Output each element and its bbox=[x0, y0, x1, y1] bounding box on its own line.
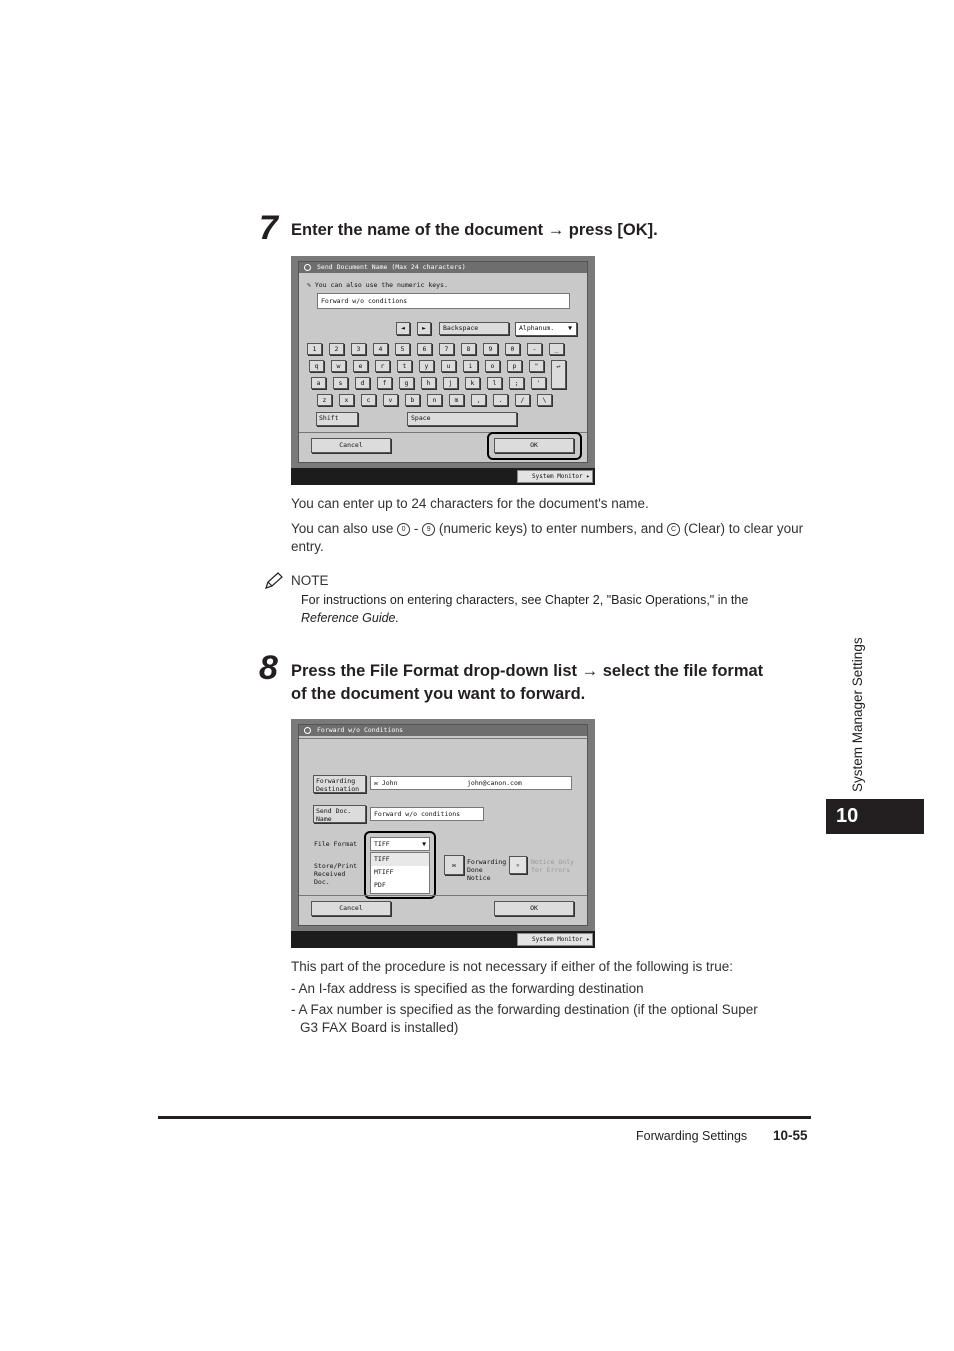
keyboard-key[interactable]: 5 bbox=[395, 343, 410, 355]
keyboard-key[interactable]: m bbox=[449, 394, 464, 406]
keyboard-key[interactable]: 7 bbox=[439, 343, 454, 355]
cancel-button[interactable]: Cancel bbox=[311, 901, 391, 916]
ok-button[interactable]: OK bbox=[494, 438, 574, 453]
store-print-label: Store/Print Received Doc. bbox=[314, 862, 358, 886]
screen-panel bbox=[298, 261, 588, 463]
keyboard-key[interactable]: i bbox=[463, 360, 478, 372]
option-tiff[interactable]: TIFF bbox=[371, 853, 429, 866]
paragraph: This part of the procedure is not necessary if either of the following is true: bbox=[291, 959, 733, 974]
step-number: 8 bbox=[259, 649, 278, 687]
file-format-label: File Format bbox=[314, 840, 358, 848]
forward-conditions-screenshot bbox=[291, 719, 595, 948]
shift-key[interactable]: Shift bbox=[316, 412, 358, 426]
keyboard-screen-screenshot bbox=[291, 256, 595, 485]
system-monitor-button[interactable]: System Monitor ▸ bbox=[517, 470, 593, 483]
option-mtiff[interactable]: MTIFF bbox=[374, 868, 394, 876]
clear-key-icon: C bbox=[667, 523, 680, 536]
keyboard-key[interactable]: g bbox=[399, 377, 414, 389]
keyboard-key[interactable]: t bbox=[397, 360, 412, 372]
key-0-icon: 0 bbox=[397, 523, 410, 536]
keyboard-key[interactable]: 3 bbox=[351, 343, 366, 355]
hint-text: ✎ You can also use the numeric keys. bbox=[307, 281, 448, 289]
space-key[interactable]: Space bbox=[407, 412, 517, 426]
footer-rule bbox=[158, 1116, 811, 1119]
pencil-icon bbox=[263, 571, 285, 591]
keyboard-key[interactable]: s bbox=[333, 377, 348, 389]
notice-only-errors-toggle[interactable]: ▪ bbox=[509, 856, 527, 874]
ok-button[interactable]: OK bbox=[494, 901, 574, 916]
keyboard-key[interactable]: 9 bbox=[483, 343, 498, 355]
chevron-down-icon: ▼ bbox=[568, 324, 572, 332]
cancel-button[interactable]: Cancel bbox=[311, 438, 391, 453]
keyboard-key[interactable]: 2 bbox=[329, 343, 344, 355]
key-9-icon: 9 bbox=[422, 523, 435, 536]
system-monitor-button[interactable]: System Monitor ▸ bbox=[517, 933, 593, 946]
bullet-item: - A Fax number is specified as the forwarding destination (if the optional Super bbox=[291, 1002, 758, 1017]
step-instruction-line1: Press the File Format drop-down list → select the file format bbox=[291, 662, 764, 680]
envelope-icon: ✉ bbox=[374, 779, 378, 787]
screen-title: Send Document Name (Max 24 characters) bbox=[299, 262, 587, 273]
keyboard-key[interactable]: " bbox=[529, 360, 544, 372]
keyboard-key[interactable]: b bbox=[405, 394, 420, 406]
input-mode-dropdown[interactable]: Alphanum. ▼ bbox=[515, 322, 577, 336]
keyboard-key[interactable]: ↵ bbox=[551, 360, 566, 389]
document-name-input[interactable]: Forward w/o conditions bbox=[317, 293, 570, 309]
keyboard-key[interactable]: a bbox=[311, 377, 326, 389]
option-pdf[interactable]: PDF bbox=[374, 881, 386, 889]
note-text: For instructions on entering characters, see Chapter 2, "Basic Operations," in the bbox=[301, 593, 749, 607]
step-instruction-line2: of the document you want to forward. bbox=[291, 685, 586, 703]
divider bbox=[299, 895, 587, 896]
notice-icon: ✉ bbox=[452, 861, 456, 869]
keyboard-key[interactable]: - bbox=[527, 343, 542, 355]
chapter-tab: 10 bbox=[826, 799, 924, 834]
document-name-field: Forward w/o conditions bbox=[370, 807, 484, 821]
step-instruction: Enter the name of the document → press [OK]. bbox=[291, 221, 658, 239]
keyboard-key[interactable]: ' bbox=[531, 377, 546, 389]
keyboard-key[interactable]: 0 bbox=[505, 343, 520, 355]
keyboard-key[interactable]: y bbox=[419, 360, 434, 372]
keyboard-key[interactable]: w bbox=[331, 360, 346, 372]
file-format-dropdown[interactable]: TIFF ▼ bbox=[370, 837, 430, 851]
keyboard-key[interactable]: l bbox=[487, 377, 502, 389]
keyboard-key[interactable]: e bbox=[353, 360, 368, 372]
keyboard-key[interactable]: _ bbox=[549, 343, 564, 355]
status-bar bbox=[291, 931, 595, 948]
keyboard-key[interactable]: 4 bbox=[373, 343, 388, 355]
keyboard-key[interactable]: , bbox=[471, 394, 486, 406]
notice-only-errors-label: Notice Only for Errors bbox=[531, 858, 575, 874]
keyboard-key[interactable]: 1 bbox=[307, 343, 322, 355]
keyboard-key[interactable]: u bbox=[441, 360, 456, 372]
keyboard-key[interactable]: j bbox=[443, 377, 458, 389]
side-section-label: System Manager Settings bbox=[850, 637, 865, 792]
keyboard-key[interactable]: 8 bbox=[461, 343, 476, 355]
send-doc-name-button[interactable]: Send Doc. Name bbox=[313, 805, 366, 823]
keyboard-key[interactable]: c bbox=[361, 394, 376, 406]
footer-section: Forwarding Settings bbox=[636, 1129, 748, 1143]
keyboard-key[interactable]: q bbox=[309, 360, 324, 372]
keyboard-key[interactable]: z bbox=[317, 394, 332, 406]
forwarding-done-notice-label: Forwarding Done Notice bbox=[467, 858, 507, 882]
keyboard-key[interactable]: o bbox=[485, 360, 500, 372]
step-number: 7 bbox=[259, 209, 278, 247]
screen-panel bbox=[298, 724, 588, 926]
keyboard-key[interactable]: x bbox=[339, 394, 354, 406]
divider bbox=[299, 738, 587, 739]
note-reference: Reference Guide. bbox=[301, 611, 399, 625]
backspace-button[interactable]: Backspace bbox=[439, 322, 509, 335]
keyboard-key[interactable]: ; bbox=[509, 377, 524, 389]
paragraph-numeric-keys: You can also use 0 - 9 (numeric keys) to enter numbers, and C (Clear) to clear your entry. bbox=[291, 521, 804, 554]
keyboard-key[interactable]: v bbox=[383, 394, 398, 406]
paragraph: You can enter up to 24 characters for the document's name. bbox=[291, 496, 649, 511]
keyboard-key[interactable]: / bbox=[515, 394, 530, 406]
keyboard-key[interactable]: r bbox=[375, 360, 390, 372]
destination-field: ✉ John john@canon.com bbox=[370, 776, 572, 790]
note-label: NOTE bbox=[291, 573, 329, 588]
keyboard-key[interactable]: 6 bbox=[417, 343, 432, 355]
page-number: 10-55 bbox=[773, 1128, 808, 1143]
cursor-right-button[interactable]: ► bbox=[417, 322, 431, 335]
keyboard-key[interactable]: p bbox=[507, 360, 522, 372]
keyboard-key[interactable]: \ bbox=[537, 394, 552, 406]
cursor-left-button[interactable]: ◄ bbox=[396, 322, 410, 335]
forwarding-destination-button[interactable]: Forwarding Destination bbox=[313, 775, 366, 793]
status-bar bbox=[291, 468, 595, 485]
notice-icon-button[interactable] bbox=[444, 855, 464, 875]
title-icon bbox=[304, 727, 311, 734]
keyboard-key[interactable]: h bbox=[421, 377, 436, 389]
keyboard-key[interactable]: f bbox=[377, 377, 392, 389]
dropdown-highlight bbox=[364, 831, 436, 899]
keyboard-key[interactable]: k bbox=[465, 377, 480, 389]
bullet-item-continued: G3 FAX Board is installed) bbox=[300, 1020, 459, 1035]
title-icon bbox=[304, 264, 311, 271]
screen-title: Forward w/o Conditions bbox=[299, 725, 587, 736]
ok-highlight bbox=[487, 432, 582, 460]
keyboard-key[interactable]: . bbox=[493, 394, 508, 406]
keyboard-key[interactable]: d bbox=[355, 377, 370, 389]
chevron-down-icon: ▼ bbox=[422, 840, 426, 848]
keyboard-key[interactable]: n bbox=[427, 394, 442, 406]
bullet-item: - An I-fax address is specified as the forwarding destination bbox=[291, 981, 644, 996]
